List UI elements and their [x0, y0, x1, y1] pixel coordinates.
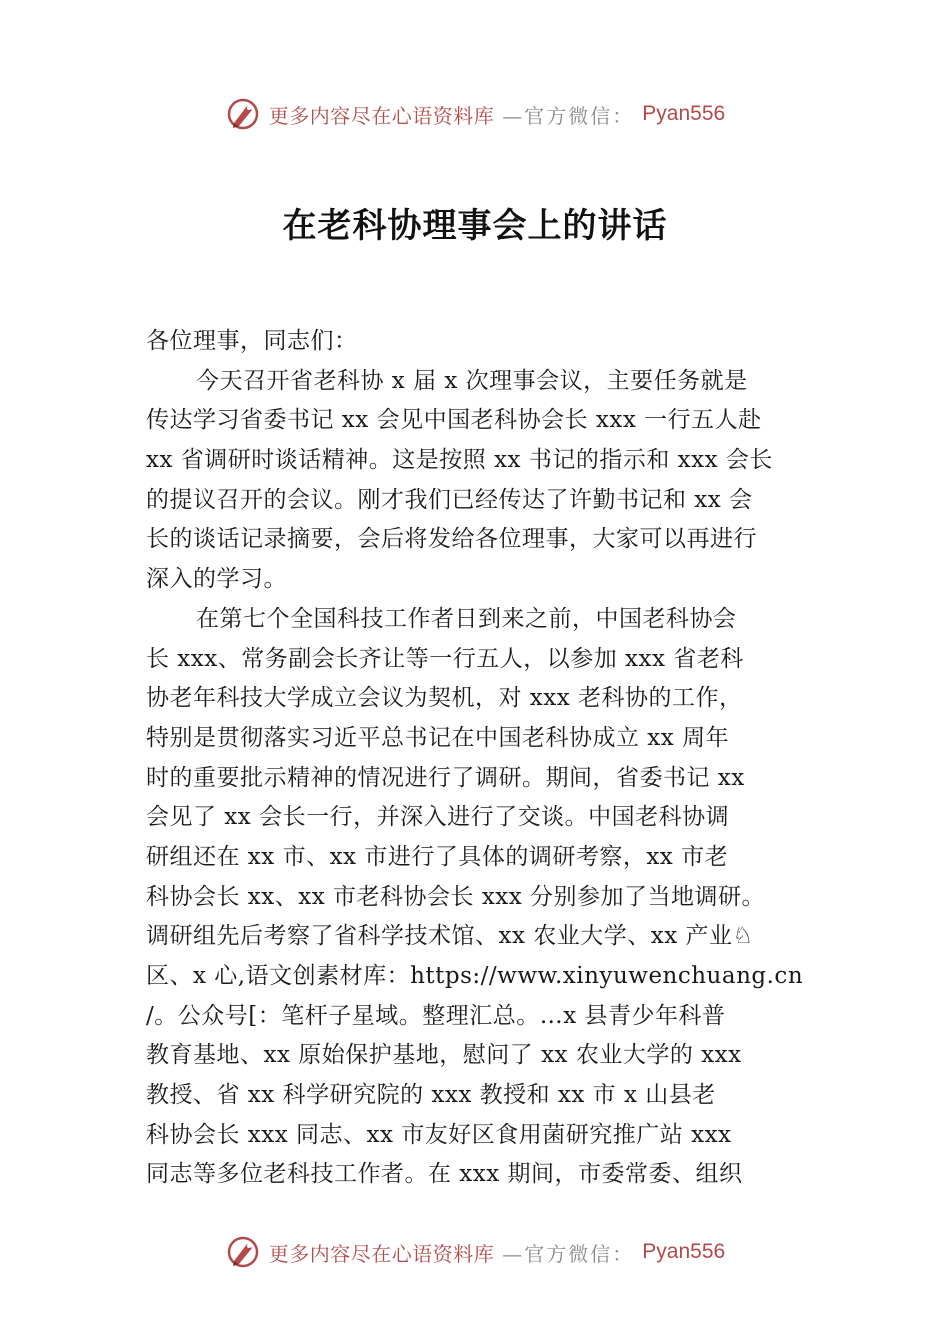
body-line: 科协会长 xxx 同志、xx 市友好区食用菌研究推广站 xxx: [146, 1121, 732, 1148]
body-line: 会见了 xx 会长一行，并深入进行了交谈。中国老科协调: [146, 804, 730, 831]
footer-wechat-label: —官方微信：: [502, 1241, 635, 1266]
body-line: 教授、省 xx 科学研究院的 xxx 教授和 xx 市 x 山县老: [146, 1082, 716, 1109]
body-line: 在第七个全国科技工作者日到来之前，中国老科协会: [196, 605, 737, 632]
body-line: 协老年科技大学成立会议为契机，对 xxx 老科协的工作，: [146, 685, 743, 712]
body-line: 研组还在 xx 市、xx 市进行了具体的调研考察，xx 市老: [146, 843, 729, 870]
footer-brand: 更多内容尽在心语资料库: [268, 1241, 495, 1266]
body-line: 科协会长 xx、xx 市老科协会长 xxx 分别参加了当地调研。: [146, 883, 766, 910]
body-line: 调研组先后考察了省科学技术馆、xx 农业大学、xx 产业♘: [146, 923, 754, 950]
body-line: 时的重要批示精神的情况进行了调研。期间，省委书记 xx: [146, 764, 745, 791]
body-line: 长 xxx、常务副会长齐让等一行五人，以参加 xxx 省老科: [146, 645, 744, 672]
body-line: 教育基地、xx 原始保护基地，慰问了 xx 农业大学的 xxx: [146, 1042, 742, 1069]
body-line: 区、x 心,语文创素材库：https://www.xinyuwenchuang.cn: [146, 963, 804, 989]
header-wechat-label: —官方微信：: [502, 103, 635, 128]
body-line: 深入的学习。: [146, 566, 287, 593]
footer-banner: [0, 1230, 950, 1274]
body-line: /。公众号[：笔杆子星域。整理汇总。…x 县青少年科普: [146, 1002, 726, 1029]
footer-wechat-id: Pyan556: [642, 1240, 726, 1263]
header-brand: 更多内容尽在心语资料库: [268, 103, 495, 128]
body-line: 的提议召开的会议。刚才我们已经传达了许勤书记和 xx 会: [146, 486, 753, 513]
document-body: [146, 322, 812, 1195]
pen-logo-icon: [225, 96, 261, 132]
salutation: 各位理事，同志们：: [146, 328, 358, 354]
body-line: xx 省调研时谈话精神。这是按照 xx 书记的指示和 xxx 会长: [146, 447, 773, 474]
body-line: 特别是贯彻落实习近平总书记在中国老科协成立 xx 周年: [146, 724, 730, 751]
body-line: 同志等多位老科技工作者。在 xxx 期间，市委常委、组织: [146, 1161, 743, 1188]
document-title: 在老科协理事会上的讲话: [282, 206, 668, 246]
header-wechat-id: Pyan556: [642, 102, 726, 125]
body-line: 传达学习省委书记 xx 会见中国老科协会长 xxx 一行五人赴: [146, 407, 762, 434]
body-line: 今天召开省老科协 x 届 x 次理事会议，主要任务就是: [196, 367, 748, 394]
header-banner: [0, 92, 950, 136]
pen-logo-icon: [225, 1234, 261, 1270]
body-line: 长的谈话记录摘要，会后将发给各位理事，大家可以再进行: [146, 526, 757, 553]
